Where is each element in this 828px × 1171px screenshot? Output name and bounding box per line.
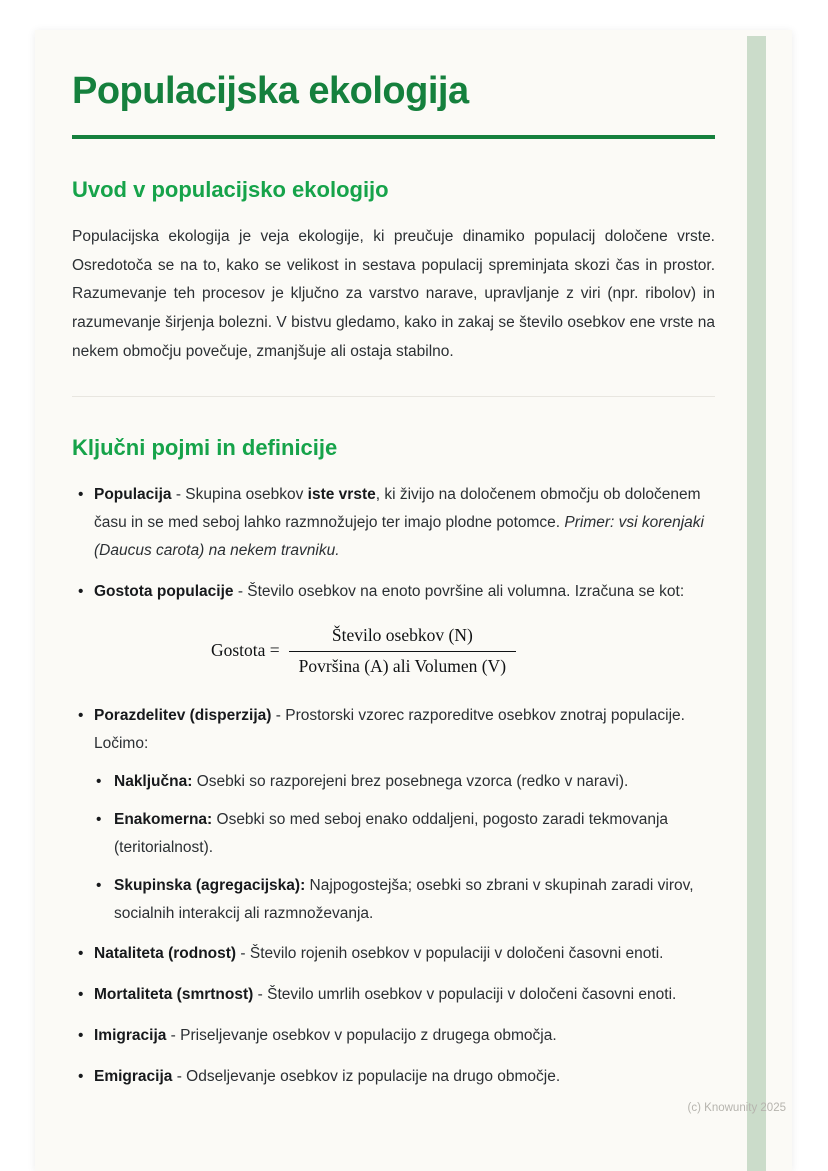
- term-label: Naključna:: [114, 772, 193, 790]
- dispersion-sublist: [94, 768, 715, 927]
- term-text: - Število umrlih osebkov v populaciji v določeni časovni enoti.: [253, 986, 677, 1004]
- section-heading-terms: Ključni pojmi in definicije: [72, 435, 338, 461]
- term-example: Primer: vsi korenjaki (Daucus carota) na nekem travniku.: [94, 514, 704, 560]
- list-item-porazdelitev: [72, 702, 715, 927]
- document-content: [35, 30, 792, 1091]
- term-text: - Priseljevanje osebkov v populacijo z drugega območja.: [166, 1027, 557, 1045]
- term-text: Osebki so med seboj enako oddaljeni, pogosto zaradi tekmovanja (teritorialnost).: [114, 810, 669, 856]
- list-item-mortaliteta: [72, 981, 715, 1009]
- copyright-watermark: (c) Knowunity 2025: [687, 1102, 786, 1114]
- density-formula: [72, 624, 655, 678]
- term-text: Najpogostejša; osebki so zbrani v skupinah zaradi virov, socialnih interakcij ali razmnoževanja.: [114, 876, 694, 922]
- section-heading-intro: Uvod v populacijsko ekologijo: [72, 177, 389, 202]
- formula-lhs: Gostota =: [210, 640, 280, 661]
- term-label: Porazdelitev (disperzija): [94, 707, 272, 725]
- intro-paragraph: Populacijska ekologija je veja ekologije, ki preučuje dinamiko populacij določene vrste. Osredotoča se na to, kako se velikost in sestava populacij spreminjata skozi čas in prostor. Razumevanje teh procesov je ključno za varstvo narave, upravljanje z viri (npr. ribolov) in razumevanje širjenja bolezni. V bistvu gledamo, kako in zakaj se število osebkov ene vrste na nekem območju povečuje, zmanjšuje ali ostaja stabilno.: [72, 228, 715, 360]
- term-bold-inline: iste vrste: [307, 486, 376, 504]
- list-item-imigracija: [72, 1022, 715, 1050]
- sublist-item-enakomerna: [94, 806, 715, 862]
- term-label: Mortaliteta (smrtnost): [94, 986, 254, 1004]
- term-text: - Prostorski vzorec razporeditve osebkov znotraj populacije. Ločimo:: [94, 707, 685, 753]
- term-label: Imigracija: [94, 1027, 167, 1045]
- list-item-nataliteta: [72, 940, 715, 968]
- term-label: Skupinska (agregacijska):: [114, 876, 306, 894]
- terms-list: [72, 481, 715, 1091]
- term-text: - Število rojenih osebkov v populaciji v določeni časovni enoti.: [236, 945, 664, 963]
- term-text: Osebki so razporejeni brez posebnega vzorca (redko v naravi).: [192, 772, 629, 790]
- section-divider: [72, 396, 715, 397]
- term-label: Enakomerna:: [114, 810, 213, 828]
- term-label: Populacija: [94, 486, 172, 504]
- document-page: [35, 30, 792, 1171]
- term-text: - Odseljevanje osebkov iz populacije na drugo območje.: [172, 1068, 561, 1086]
- title-rule: [72, 135, 715, 139]
- formula-denominator: Površina (A) ali Volumen (V): [298, 655, 507, 676]
- formula-numerator: Število osebkov (N): [289, 624, 516, 652]
- term-label: Gostota populacije: [94, 583, 234, 601]
- term-label: Emigracija: [94, 1068, 173, 1086]
- term-text: , ki živijo na določenem območju ob določenem času in se med seboj lahko razmnožujejo ter imajo plodne potomce.: [94, 486, 701, 532]
- formula-fraction: [289, 624, 516, 678]
- sublist-item-nakljucna: [94, 768, 715, 796]
- list-item-gostota: [72, 578, 715, 678]
- term-text: - Število osebkov na enoto površine ali volumna. Izračuna se kot:: [233, 583, 685, 601]
- document-title: Populacijska ekologija: [72, 70, 469, 112]
- term-label: Nataliteta (rodnost): [94, 945, 237, 963]
- list-item-emigracija: [72, 1063, 715, 1091]
- sublist-item-skupinska: [94, 872, 715, 928]
- term-text: - Skupina osebkov: [171, 486, 308, 504]
- list-item-populacija: [72, 481, 715, 565]
